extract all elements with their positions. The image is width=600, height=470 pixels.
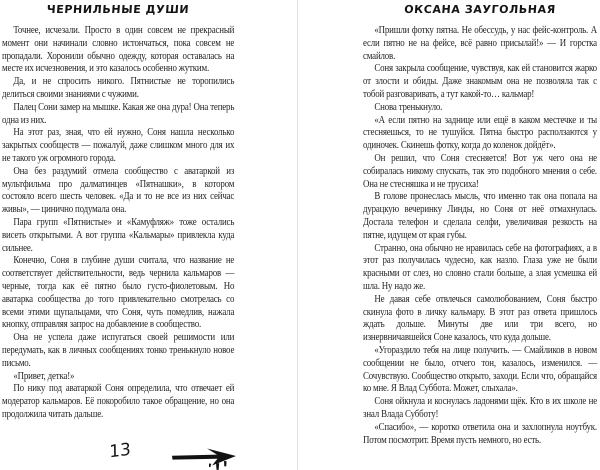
right-page-text <box>363 25 597 447</box>
paragraph: «Угораздило тебя на лице получить. — Смайликов в новом сообщении не было, отчего тон, казалось, изменился. — Сочувствую. Сообщество открыто, заходи. Если что, обращайся ко мне. Я Влад Суббота. Может, слыхала». <box>363 344 597 395</box>
paragraph: «Пришли фотку пятна. Не обессудь, у нас фейс-контроль. А если пятно не на фейсе, всё равно присылай!» — И горстка смайлов. <box>363 25 597 62</box>
paragraph: Соня ойкнула и коснулась ладонями щёк. Кто в их школе не знал Влада Субботу! <box>363 396 597 420</box>
paragraph: Пара групп «Пятнистые» и «Камуфляж» тоже остались висеть открытыми. А вот группа «Кальмары» привлекла куда сильнее. <box>2 216 235 254</box>
paragraph: Снова тренькнуло. <box>374 101 443 113</box>
paragraph: В голове пронеслась мысль, что именно так она попала на дурацкую вечеринку Линды, но Соня от неё отмахнулась. Достала телефон и сделала селфи, увеличивая резкость на пятне, идущем от края губы. <box>363 191 597 241</box>
paragraph: «Спасибо», — коротко ответила она и захлопнула ноутбук. Потом посмотрит. Время пусть немного, но есть. <box>363 421 597 446</box>
right-running-head: ОКСАНА ЗАУГОЛЬНАЯ <box>403 3 557 16</box>
right-page <box>298 0 600 470</box>
paragraph: Он решил, что Соня стесняется! Вот уж чего она не собиралась никому спускать, так это подобного мнения о себе. Она не стесняшка и не трусиха! <box>363 152 597 190</box>
paragraph: Она без раздумий отмела сообщество с аватаркой из мультфильма про далматинцев «Пятнашки», в котором состояло всего шесть человек. «Да и то не все из них сейчас живы», — цинично подумала она. <box>2 165 235 216</box>
page-number: 13 <box>109 439 131 463</box>
left-page-text <box>2 25 234 422</box>
paragraph: Она не успела даже испугаться своей решимости или передумать, как в личных сообщениях тонко тренькнуло новое письмо. <box>2 332 235 369</box>
paragraph: Палец Сони замер на мышке. Какая же она дура! Она теперь одна из них. <box>2 101 235 126</box>
paragraph: Не давая себе отвлечься самолюбованием, Соня быстро скинула фото в личку кальмару. В этот раз ответа пришлось ждать дольше. Минуты две или три всего, но изнервничавшейся Соне казалось, что куда дольше. <box>363 293 597 344</box>
left-running-head: ЧЕРНИЛЬНЫЕ ДУШИ <box>46 3 190 16</box>
paragraph: Да, и не спросить никого. Пятнистые не торопились делиться своими знаниями с чужими. <box>2 76 235 100</box>
paragraph: Странно, она обычно не нравилась себе на фотографиях, а в этот раз получилась чудесно, как назло. Глаза уже не были красными от слез, но словно стали больше, а злая усмешка ей шла. Ну надо же. <box>363 242 597 292</box>
left-page <box>0 0 298 470</box>
paragraph: Соня закрыла сообщение, чувствуя, как ей становится жарко от злости и обиды. Даже знакомым она не позволяла так с тобой разговаривать, а тут какой-то… кальмар! <box>363 63 597 100</box>
paragraph: «Привет, детка!» <box>13 370 75 382</box>
paragraph: «А если пятно на заднице или ещё в каком местечке и ты стесняешься, то не тушуйся. Пятна быстро расползаются у одиночек. Скинешь фотку, когда до коленок дойдёт». <box>363 114 597 152</box>
paragraph: По нику под аватаркой Соня определила, что отвечает ей модератор кальмаров. Её покоробило такое обращение, но она продолжила читать дальше. <box>2 383 235 420</box>
paragraph: Точнее, исчезали. Просто в один совсем не прекрасный момент они начинали словно истончаться, пока совсем не пропадали. Хоронили обычно одежду, которая оставалась на месте их исчезновения, и это казалось особенно жутким. <box>2 25 235 75</box>
paragraph: Конечно, Соня в глубине души считала, что название не соответствует действительности, ведь чернила кальмаров — черные, тогда как её пятно было густо-фиолетовым. Но аватарка сообщества до того привлекательно смотрелась со всеми этими щупальцами, что Соня, чуть помедлив, нажала кнопку, отправляя запрос на добавление в сообщество. <box>2 255 235 331</box>
paragraph: На этот раз, зная, что ей нужно, Соня нашла несколько закрытых сообществ — пожалуй, даже слишком много для их не такого уж огромного города. <box>2 127 235 164</box>
hand-drawn-arrow-right-icon <box>170 446 238 470</box>
